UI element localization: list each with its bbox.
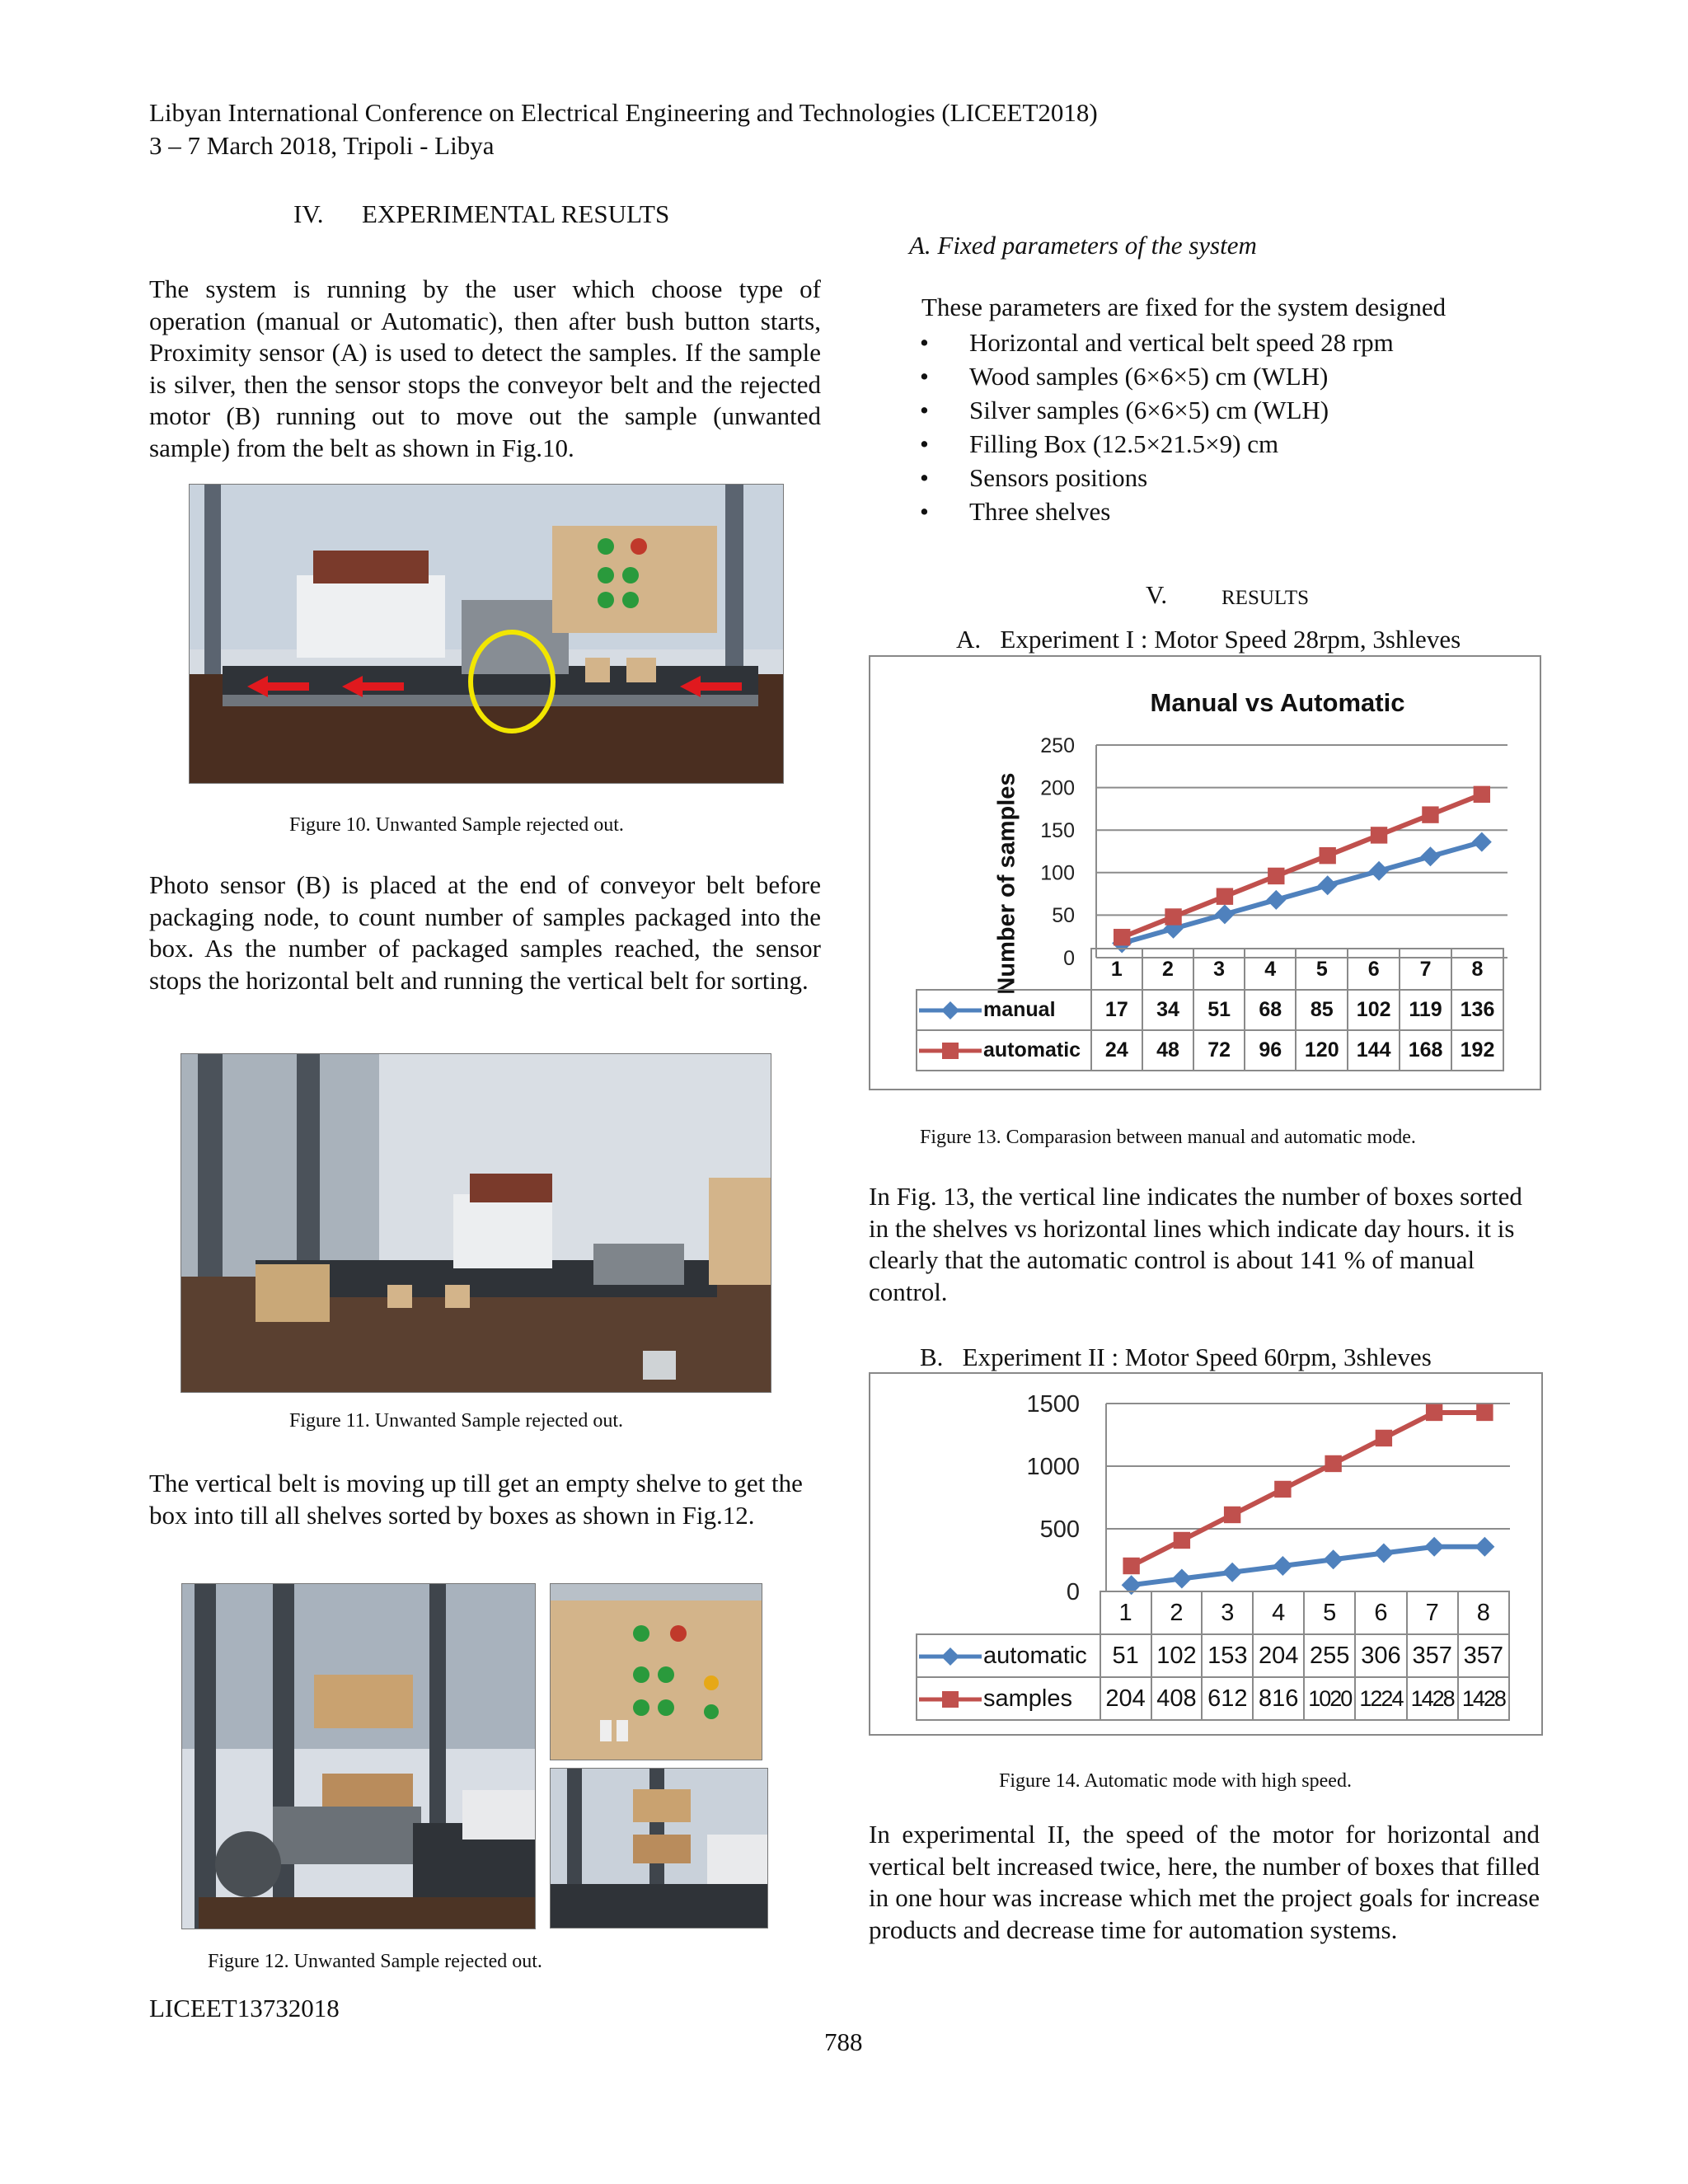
table-header-cell: 2 — [1151, 1591, 1203, 1634]
table-cell: 1428 — [1458, 1677, 1509, 1720]
legend-entry-samples — [917, 1677, 1100, 1720]
y-tick-label: 100 — [1040, 861, 1075, 885]
table-header-cell: 3 — [1202, 1591, 1253, 1634]
table-cell: 306 — [1355, 1634, 1406, 1677]
table-header-cell: 2 — [1142, 949, 1193, 990]
table-row — [917, 1634, 1509, 1677]
list-item: • Silver samples (6×6×5) cm (WLH) — [920, 393, 1596, 427]
list-item: • Three shelves — [920, 494, 1596, 528]
table-cell: 144 — [1348, 1030, 1400, 1071]
y-tick-label: 0 — [1063, 946, 1075, 970]
legend-label: samples — [983, 1685, 1072, 1712]
table-header-cell: 8 — [1451, 949, 1503, 990]
table-cell: 24 — [1091, 1030, 1142, 1071]
table-cell: 1020 — [1304, 1677, 1355, 1720]
table-header-cell: 7 — [1407, 1591, 1458, 1634]
legend-entry-automatic — [917, 1634, 1100, 1677]
page-number: 788 — [824, 2027, 863, 2056]
chart-2-data-table — [916, 1591, 1510, 1721]
y-tick-label: 1500 — [1026, 1391, 1080, 1418]
table-cell: 168 — [1400, 1030, 1451, 1071]
table-cell: 357 — [1458, 1634, 1509, 1677]
table-header-cell: 6 — [1355, 1591, 1406, 1634]
table-cell: 120 — [1296, 1030, 1348, 1071]
data-point-automatic — [1222, 1563, 1242, 1582]
data-point-samples — [1274, 1481, 1291, 1497]
figure-12-caption: Figure 12. Unwanted Sample rejected out. — [208, 1951, 542, 1972]
table-cell: 255 — [1304, 1634, 1355, 1677]
legend-marker-icon — [917, 1647, 983, 1666]
data-point-automatic — [1324, 1549, 1343, 1569]
table-cell: 612 — [1202, 1677, 1253, 1720]
chart-1-ylabel: Number of samples — [993, 772, 1020, 995]
table-cell: 51 — [1100, 1634, 1151, 1677]
data-point-automatic — [1374, 1543, 1394, 1563]
table-header-cell: 4 — [1245, 949, 1296, 990]
figure-13-caption: Figure 13. Comparasion between manual and automatic mode. — [920, 1127, 1416, 1148]
conference-title: Libyan International Conference on Electrical Engineering and Technologies (LICEET2018) — [149, 98, 1098, 127]
table-cell: 204 — [1100, 1677, 1151, 1720]
y-tick-label: 500 — [1039, 1516, 1080, 1544]
y-tick-label: 200 — [1040, 776, 1075, 800]
conference-date: 3 – 7 March 2018, Tripoli - Libya — [149, 131, 495, 160]
legend-label: automatic — [983, 1642, 1087, 1669]
figure-14-caption: Figure 14. Automatic mode with high speed. — [999, 1770, 1352, 1792]
table-cell: 204 — [1253, 1634, 1304, 1677]
table-header-cell: 6 — [1348, 949, 1400, 990]
legend-label: automatic — [983, 1038, 1081, 1062]
data-point-automatic — [1172, 1568, 1192, 1588]
paragraph: The system is running by the user which choose type of operation (manual or Automatic), then after bush button starts, Proximity sensor (A) is used to detect the samples. If the sample is silver, then the sensor stops the conveyor belt and the rejected motor (B) running out to move out the sample (unwanted sample) from the belt as shown in Fig.10. — [149, 274, 821, 462]
table-cell: 68 — [1245, 990, 1296, 1030]
table-cell: 1224 — [1355, 1677, 1406, 1720]
table-header-cell: 7 — [1400, 949, 1451, 990]
table-cell: 816 — [1253, 1677, 1304, 1720]
list-item: • Sensors positions — [920, 461, 1596, 494]
table-cell: 408 — [1151, 1677, 1203, 1720]
table-header-cell: 5 — [1296, 949, 1348, 990]
table-cell: 102 — [1151, 1634, 1203, 1677]
section-heading: IV. EXPERIMENTAL RESULTS — [293, 199, 670, 228]
paper-code: LICEET13732018 — [149, 1994, 340, 2022]
chart-1-title: Manual vs Automatic — [1150, 688, 1405, 717]
figure-11-caption: Figure 11. Unwanted Sample rejected out. — [289, 1410, 623, 1432]
table-cell: 96 — [1245, 1030, 1296, 1071]
y-tick-label: 0 — [1066, 1579, 1080, 1606]
paragraph: In experimental II, the speed of the motor for horizontal and vertical belt increased twice, here, the number of boxes that filled in one hour was increase which met the project goals for increase products and decrease time for automation systems. — [869, 1820, 1540, 1944]
data-point-samples — [1325, 1455, 1341, 1472]
section-number: V. — [1146, 580, 1168, 609]
data-point-samples — [1224, 1507, 1240, 1523]
data-point-samples — [1376, 1430, 1392, 1446]
table-cell: 153 — [1202, 1634, 1253, 1677]
table-header-cell: 1 — [1091, 949, 1142, 990]
table-cell: 17 — [1091, 990, 1142, 1030]
legend-marker-icon — [917, 1690, 983, 1709]
table-header-cell: 4 — [1253, 1591, 1304, 1634]
table-cell: 1428 — [1407, 1677, 1458, 1720]
experiment-heading: A. Experiment I : Motor Speed 28rpm, 3shleves — [956, 625, 1461, 654]
paragraph: These parameters are fixed for the system designed — [921, 293, 1447, 321]
table-header-cell: 1 — [1100, 1591, 1151, 1634]
y-tick-label: 1000 — [1026, 1454, 1080, 1481]
data-point-automatic — [1475, 1537, 1494, 1557]
y-tick-label: 50 — [1052, 904, 1075, 928]
paragraph: The vertical belt is moving up till get an empty shelve to get the box into till all shelves sorted by boxes as shown in Fig.12. — [149, 1469, 803, 1530]
table-row — [917, 1677, 1509, 1720]
table-cell: 119 — [1400, 990, 1451, 1030]
data-point-samples — [1476, 1404, 1493, 1421]
table-cell: 48 — [1142, 1030, 1193, 1071]
table-cell: 192 — [1451, 1030, 1503, 1071]
list-item: • Filling Box (12.5×21.5×9) cm — [920, 427, 1596, 461]
paragraph: In Fig. 13, the vertical line indicates the number of boxes sorted in the shelves vs horizontal lines which indicate day hours. it is clearly that the automatic control is about 141 % of manual control. — [869, 1182, 1522, 1306]
data-point-samples — [1123, 1558, 1139, 1574]
data-point-automatic — [1424, 1537, 1444, 1557]
table-cell: 102 — [1348, 990, 1400, 1030]
table-header-cell: 5 — [1304, 1591, 1355, 1634]
list-item: • Horizontal and vertical belt speed 28 rpm — [920, 326, 1596, 359]
list-item: • Wood samples (6×6×5) cm (WLH) — [920, 359, 1596, 393]
subsection-heading: A. Fixed parameters of the system — [909, 231, 1257, 260]
data-point-samples — [1174, 1532, 1190, 1549]
legend-label: manual — [983, 998, 1056, 1021]
table-cell: 85 — [1296, 990, 1348, 1030]
data-point-samples — [1426, 1404, 1442, 1421]
y-tick-label: 250 — [1040, 733, 1075, 757]
figure-10-caption: Figure 10. Unwanted Sample rejected out. — [289, 814, 624, 836]
table-cell: 72 — [1193, 1030, 1245, 1071]
table-cell: 34 — [1142, 990, 1193, 1030]
table-cell: 51 — [1193, 990, 1245, 1030]
table-cell: 136 — [1451, 990, 1503, 1030]
table-corner — [917, 1591, 1100, 1634]
data-point-automatic — [1273, 1556, 1292, 1576]
y-tick-label: 150 — [1040, 818, 1075, 842]
table-cell: 357 — [1407, 1634, 1458, 1677]
section-heading: RESULTS — [1221, 587, 1310, 609]
table-header-cell: 3 — [1193, 949, 1245, 990]
table-header-cell: 8 — [1458, 1591, 1509, 1634]
paragraph: Photo sensor (B) is placed at the end of conveyor belt before packaging node, to count number of samples packaged into the box. As the number of packaged samples reached, the sensor stops the horizontal belt and running the vertical belt for sorting. — [149, 870, 821, 995]
experiment-heading: B. Experiment II : Motor Speed 60rpm, 3shleves — [920, 1343, 1432, 1371]
